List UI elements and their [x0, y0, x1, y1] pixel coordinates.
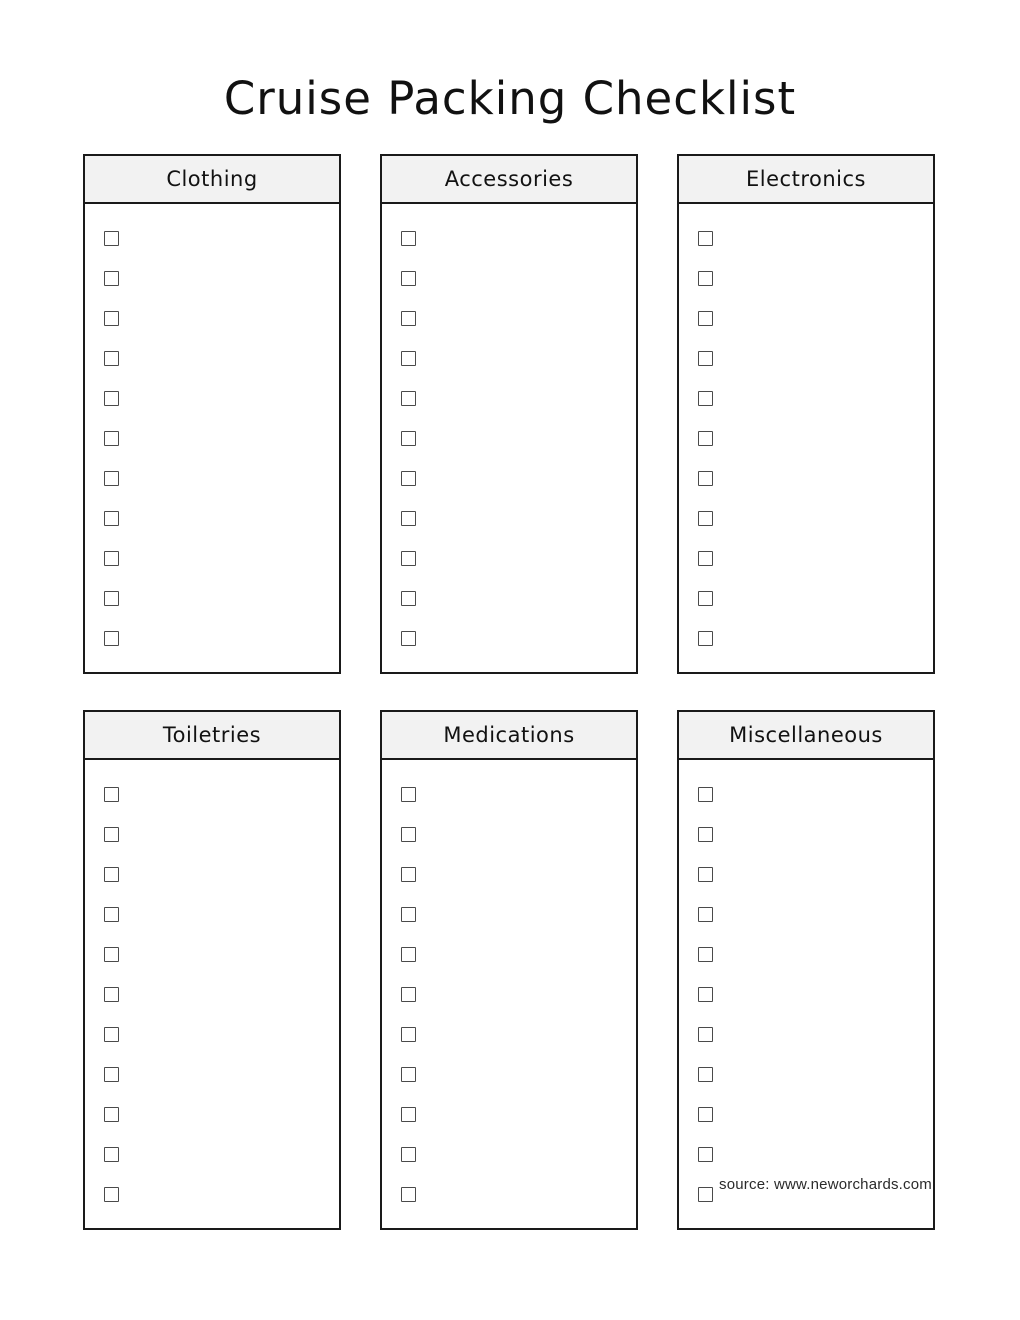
checkbox-icon[interactable]	[698, 907, 713, 922]
section-items	[85, 204, 339, 672]
section-title: Miscellaneous	[729, 723, 883, 747]
write-in-line	[713, 914, 933, 915]
checklist-item[interactable]	[679, 578, 933, 618]
checkbox-icon[interactable]	[698, 271, 713, 286]
write-in-line	[119, 954, 339, 955]
checkbox-icon[interactable]	[401, 391, 416, 406]
checkbox-icon[interactable]	[698, 551, 713, 566]
checkbox-icon[interactable]	[401, 947, 416, 962]
checkbox-icon[interactable]	[698, 431, 713, 446]
checkbox-icon[interactable]	[401, 867, 416, 882]
write-in-line	[713, 478, 933, 479]
checkbox-icon[interactable]	[698, 1187, 713, 1202]
checkbox-icon[interactable]	[698, 471, 713, 486]
write-in-line	[713, 238, 933, 239]
checkbox-icon[interactable]	[698, 1107, 713, 1122]
checklist-item[interactable]	[679, 774, 933, 814]
checklist-item[interactable]	[85, 814, 339, 854]
checklist-section-medications	[380, 710, 638, 1230]
checklist-item[interactable]	[382, 854, 636, 894]
checklist-section-accessories	[380, 154, 638, 674]
section-items	[679, 760, 933, 1228]
checklist-item[interactable]	[382, 1134, 636, 1174]
checklist-item[interactable]	[679, 894, 933, 934]
checkbox-icon[interactable]	[104, 827, 119, 842]
checkbox-icon[interactable]	[698, 391, 713, 406]
checklist-item[interactable]	[382, 458, 636, 498]
checkbox-icon[interactable]	[104, 351, 119, 366]
checklist-item[interactable]	[85, 418, 339, 458]
checkbox-icon[interactable]	[104, 471, 119, 486]
checklist-item[interactable]	[382, 538, 636, 578]
write-in-line	[713, 438, 933, 439]
write-in-line	[416, 954, 636, 955]
checkbox-icon[interactable]	[698, 947, 713, 962]
checklist-section-miscellaneous	[677, 710, 935, 1230]
section-header	[382, 712, 636, 760]
checklist-item[interactable]	[85, 974, 339, 1014]
write-in-line	[713, 994, 933, 995]
checkbox-icon[interactable]	[104, 231, 119, 246]
checklist-item[interactable]	[679, 1054, 933, 1094]
checkbox-icon[interactable]	[401, 1027, 416, 1042]
write-in-line	[713, 598, 933, 599]
checklist-item[interactable]	[679, 1134, 933, 1174]
checklist-item[interactable]	[679, 974, 933, 1014]
checklist-item[interactable]	[679, 258, 933, 298]
checkbox-icon[interactable]	[104, 907, 119, 922]
checkbox-icon[interactable]	[698, 351, 713, 366]
checkbox-icon[interactable]	[698, 1147, 713, 1162]
write-in-line	[713, 794, 933, 795]
checklist-item[interactable]	[382, 618, 636, 658]
write-in-line	[416, 398, 636, 399]
checklist-item[interactable]	[382, 1014, 636, 1054]
write-in-line	[119, 994, 339, 995]
checklist-item[interactable]	[85, 578, 339, 618]
checkbox-icon[interactable]	[104, 551, 119, 566]
checkbox-icon[interactable]	[401, 631, 416, 646]
write-in-line	[119, 398, 339, 399]
write-in-line	[713, 1074, 933, 1075]
write-in-line	[119, 1154, 339, 1155]
checklist-item[interactable]	[85, 1014, 339, 1054]
write-in-line	[416, 438, 636, 439]
checkbox-icon[interactable]	[104, 787, 119, 802]
checkbox-icon[interactable]	[104, 591, 119, 606]
checkbox-icon[interactable]	[104, 391, 119, 406]
checkbox-icon[interactable]	[698, 511, 713, 526]
checklist-item[interactable]	[382, 418, 636, 458]
write-in-line	[713, 278, 933, 279]
checklist-row-bottom	[83, 710, 935, 1230]
checkbox-icon[interactable]	[401, 271, 416, 286]
checklist-item[interactable]	[382, 378, 636, 418]
write-in-line	[416, 1074, 636, 1075]
checklist-item[interactable]	[382, 774, 636, 814]
write-in-line	[119, 874, 339, 875]
write-in-line	[416, 874, 636, 875]
checkbox-icon[interactable]	[698, 1027, 713, 1042]
write-in-line	[119, 358, 339, 359]
write-in-line	[416, 358, 636, 359]
checklist-item[interactable]	[679, 618, 933, 658]
checklist-item[interactable]	[382, 498, 636, 538]
write-in-line	[119, 478, 339, 479]
checkbox-icon[interactable]	[698, 867, 713, 882]
section-header	[679, 156, 933, 204]
write-in-line	[119, 238, 339, 239]
checkbox-icon[interactable]	[401, 351, 416, 366]
checkbox-icon[interactable]	[104, 511, 119, 526]
checklist-item[interactable]	[85, 1174, 339, 1214]
write-in-line	[713, 1114, 933, 1115]
checkbox-icon[interactable]	[401, 1187, 416, 1202]
checklist-item[interactable]	[85, 854, 339, 894]
section-items	[679, 204, 933, 672]
checklist-item[interactable]	[679, 1014, 933, 1054]
write-in-line	[416, 834, 636, 835]
write-in-line	[119, 1034, 339, 1035]
checkbox-icon[interactable]	[104, 947, 119, 962]
checkbox-icon[interactable]	[401, 987, 416, 1002]
section-items	[382, 204, 636, 672]
checklist-item[interactable]	[382, 1174, 636, 1214]
checklist-item[interactable]	[85, 258, 339, 298]
write-in-line	[713, 398, 933, 399]
checkbox-icon[interactable]	[698, 631, 713, 646]
write-in-line	[416, 278, 636, 279]
write-in-line	[416, 558, 636, 559]
checkbox-icon[interactable]	[401, 827, 416, 842]
write-in-line	[416, 518, 636, 519]
section-items	[85, 760, 339, 1228]
write-in-line	[119, 1194, 339, 1195]
checklist-item[interactable]	[679, 338, 933, 378]
checklist-item[interactable]	[85, 1094, 339, 1134]
checkbox-icon[interactable]	[698, 827, 713, 842]
checkbox-icon[interactable]	[401, 1107, 416, 1122]
checkbox-icon[interactable]	[104, 271, 119, 286]
checkbox-icon[interactable]	[401, 1067, 416, 1082]
write-in-line	[119, 518, 339, 519]
checkbox-icon[interactable]	[104, 1187, 119, 1202]
checklist-item[interactable]	[679, 498, 933, 538]
checkbox-icon[interactable]	[104, 311, 119, 326]
checkbox-icon[interactable]	[698, 1067, 713, 1082]
write-in-line	[713, 954, 933, 955]
write-in-line	[713, 318, 933, 319]
checkbox-icon[interactable]	[401, 431, 416, 446]
write-in-line	[713, 638, 933, 639]
checklist-item[interactable]	[85, 894, 339, 934]
checkbox-icon[interactable]	[104, 1067, 119, 1082]
checklist-item[interactable]	[679, 298, 933, 338]
write-in-line	[119, 598, 339, 599]
write-in-line	[119, 278, 339, 279]
source-attribution: source: www.neworchards.com	[719, 1176, 932, 1193]
checkbox-icon[interactable]	[401, 1147, 416, 1162]
checklist-item[interactable]	[85, 378, 339, 418]
checklist-item[interactable]	[85, 458, 339, 498]
checklist-item[interactable]	[382, 1094, 636, 1134]
section-items	[382, 760, 636, 1228]
write-in-line	[119, 438, 339, 439]
write-in-line	[713, 1154, 933, 1155]
write-in-line	[713, 1034, 933, 1035]
write-in-line	[713, 558, 933, 559]
write-in-line	[416, 238, 636, 239]
checklist-item[interactable]	[382, 1054, 636, 1094]
checkbox-icon[interactable]	[401, 231, 416, 246]
write-in-line	[713, 1194, 933, 1195]
checklist-item[interactable]	[679, 378, 933, 418]
write-in-line	[713, 874, 933, 875]
checklist-item[interactable]	[679, 418, 933, 458]
write-in-line	[119, 1074, 339, 1075]
checklist-item[interactable]	[85, 218, 339, 258]
write-in-line	[119, 834, 339, 835]
checklist-section-electronics	[677, 154, 935, 674]
checklist-item[interactable]	[679, 854, 933, 894]
checkbox-icon[interactable]	[104, 631, 119, 646]
checkbox-icon[interactable]	[401, 511, 416, 526]
checklist-item[interactable]	[382, 974, 636, 1014]
checkbox-icon[interactable]	[401, 551, 416, 566]
checklist-item[interactable]	[382, 338, 636, 378]
write-in-line	[416, 1034, 636, 1035]
checklist-item[interactable]	[679, 934, 933, 974]
write-in-line	[416, 1154, 636, 1155]
checkbox-icon[interactable]	[401, 907, 416, 922]
write-in-line	[416, 914, 636, 915]
write-in-line	[119, 558, 339, 559]
checklist-item[interactable]	[382, 298, 636, 338]
write-in-line	[119, 638, 339, 639]
checkbox-icon[interactable]	[104, 1147, 119, 1162]
write-in-line	[119, 318, 339, 319]
write-in-line	[416, 598, 636, 599]
write-in-line	[416, 1114, 636, 1115]
checkbox-icon[interactable]	[401, 787, 416, 802]
checkbox-icon[interactable]	[698, 987, 713, 1002]
checklist-item[interactable]	[382, 578, 636, 618]
checklist-item[interactable]	[85, 298, 339, 338]
checkbox-icon[interactable]	[698, 591, 713, 606]
section-title: Accessories	[444, 167, 574, 191]
section-title: Clothing	[166, 167, 258, 191]
checklist-row-top	[83, 154, 935, 674]
write-in-line	[713, 518, 933, 519]
checklist-item[interactable]	[382, 814, 636, 854]
checklist-item[interactable]	[382, 934, 636, 974]
checklist-item[interactable]	[679, 458, 933, 498]
section-title: Medications	[443, 723, 575, 747]
write-in-line	[416, 638, 636, 639]
checkbox-icon[interactable]	[104, 1027, 119, 1042]
write-in-line	[119, 1114, 339, 1115]
checklist-item[interactable]	[85, 338, 339, 378]
checklist-section-clothing	[83, 154, 341, 674]
section-title: Toiletries	[162, 723, 262, 747]
checklist-item[interactable]	[85, 1134, 339, 1174]
checkbox-icon[interactable]	[698, 231, 713, 246]
section-header	[679, 712, 933, 760]
write-in-line	[119, 914, 339, 915]
section-header	[85, 712, 339, 760]
checkbox-icon[interactable]	[401, 311, 416, 326]
checklist-item[interactable]	[85, 774, 339, 814]
checklist-item[interactable]	[85, 618, 339, 658]
page-title: Cruise Packing Checklist	[223, 72, 797, 125]
write-in-line	[416, 794, 636, 795]
write-in-line	[713, 358, 933, 359]
checklist-item[interactable]	[85, 934, 339, 974]
checklist-item[interactable]	[382, 218, 636, 258]
checkbox-icon[interactable]	[104, 987, 119, 1002]
checkbox-icon[interactable]	[698, 311, 713, 326]
section-header	[85, 156, 339, 204]
checklist-item[interactable]	[679, 1094, 933, 1134]
write-in-line	[416, 994, 636, 995]
checklist-item[interactable]	[382, 258, 636, 298]
write-in-line	[713, 834, 933, 835]
checklist-item[interactable]	[679, 538, 933, 578]
write-in-line	[416, 318, 636, 319]
checklist-grid	[83, 154, 935, 1230]
checklist-item[interactable]	[679, 218, 933, 258]
checklist-item[interactable]	[85, 498, 339, 538]
section-title: Electronics	[746, 167, 866, 191]
checkbox-icon[interactable]	[698, 787, 713, 802]
checklist-item[interactable]	[85, 1054, 339, 1094]
checklist-section-toiletries	[83, 710, 341, 1230]
section-header	[382, 156, 636, 204]
write-in-line	[416, 478, 636, 479]
checklist-item[interactable]	[382, 894, 636, 934]
checkbox-icon[interactable]	[104, 1107, 119, 1122]
checkbox-icon[interactable]	[401, 471, 416, 486]
checkbox-icon[interactable]	[104, 431, 119, 446]
checkbox-icon[interactable]	[104, 867, 119, 882]
write-in-line	[119, 794, 339, 795]
checkbox-icon[interactable]	[401, 591, 416, 606]
checklist-item[interactable]	[85, 538, 339, 578]
checklist-item[interactable]	[679, 814, 933, 854]
write-in-line	[416, 1194, 636, 1195]
